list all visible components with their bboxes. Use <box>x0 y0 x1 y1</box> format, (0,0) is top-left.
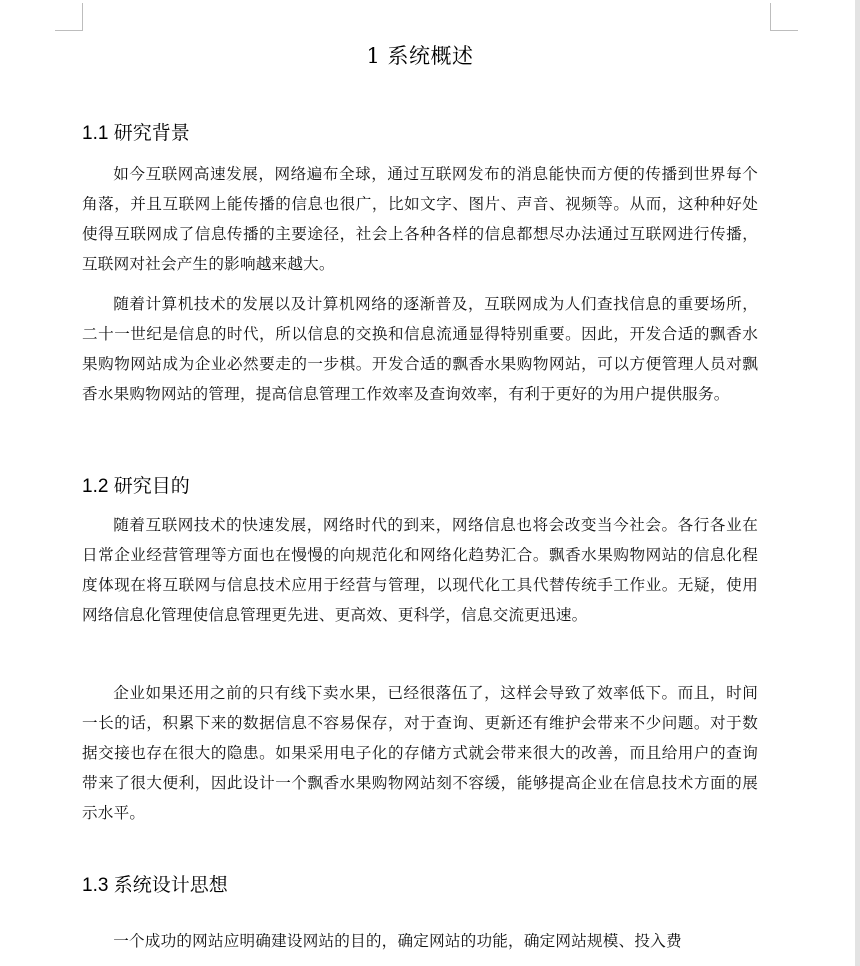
section-heading-research-background: 1.1 研究背景 <box>82 123 190 144</box>
paragraph: 如今互联网高速发展，网络遍布全球，通过互联网发布的消息能快而方便的传播到世界每个角落，并且互联网上能传播的信息也很广，比如文字、图片、声音、视频等。从而，这种种好处使得互联网成了信息传播的主要途径，社会上各种各样的信息都想尽办法通过互联网进行传播，互联网对社会产生的影响越来越大。 <box>82 165 758 273</box>
paragraph: 随着计算机技术的发展以及计算机网络的逐渐普及，互联网成为人们查找信息的重要场所，二十一世纪是信息的时代，所以信息的交换和信息流通显得特别重要。因此，开发合适的飘香水果购物网站成为企业必然要走的一步棋。开发合适的飘香水果购物网站，可以方便管理人员对飘香水果购物网站的管理，提高信息管理工作效率及查询效率，有利于更好的为用户提供服务。 <box>82 295 758 403</box>
paragraph: 企业如果还用之前的只有线下卖水果，已经很落伍了，这样会导致了效率低下。而且，时间一长的话，积累下来的数据信息不容易保存，对于查询、更新还有维护会带来不少问题。对于数据交接也存在很大的隐患。如果采用电子化的存储方式就会带来很大的改善，而且给用户的查询带来了很大便利，因此设计一个飘香水果购物网站刻不容缓，能够提高企业在信息技术方面的展示水平。 <box>82 684 758 822</box>
paragraph: 一个成功的网站应明确建设网站的目的，确定网站的功能，确定网站规模、投入费 <box>113 932 682 950</box>
margin-corner-mark-top-left <box>55 3 83 31</box>
section-heading-research-purpose: 1.2 研究目的 <box>82 476 190 497</box>
margin-corner-mark-top-right <box>770 3 798 31</box>
section-heading-system-design: 1.3 系统设计思想 <box>82 875 228 896</box>
window-edge <box>855 0 860 966</box>
paragraph: 随着互联网技术的快速发展，网络时代的到来，网络信息也将会改变当今社会。各行各业在日常企业经营管理等方面也在慢慢的向规范化和网络化趋势汇合。飘香水果购物网站的信息化程度体现在将互联网与信息技术应用于经营与管理，以现代化工具代替传统手工作业。无疑，使用网络信息化管理使信息管理更先进、更高效、更科学，信息交流更迅速。 <box>82 516 758 624</box>
chapter-title: 1 系统概述 <box>366 44 474 68</box>
